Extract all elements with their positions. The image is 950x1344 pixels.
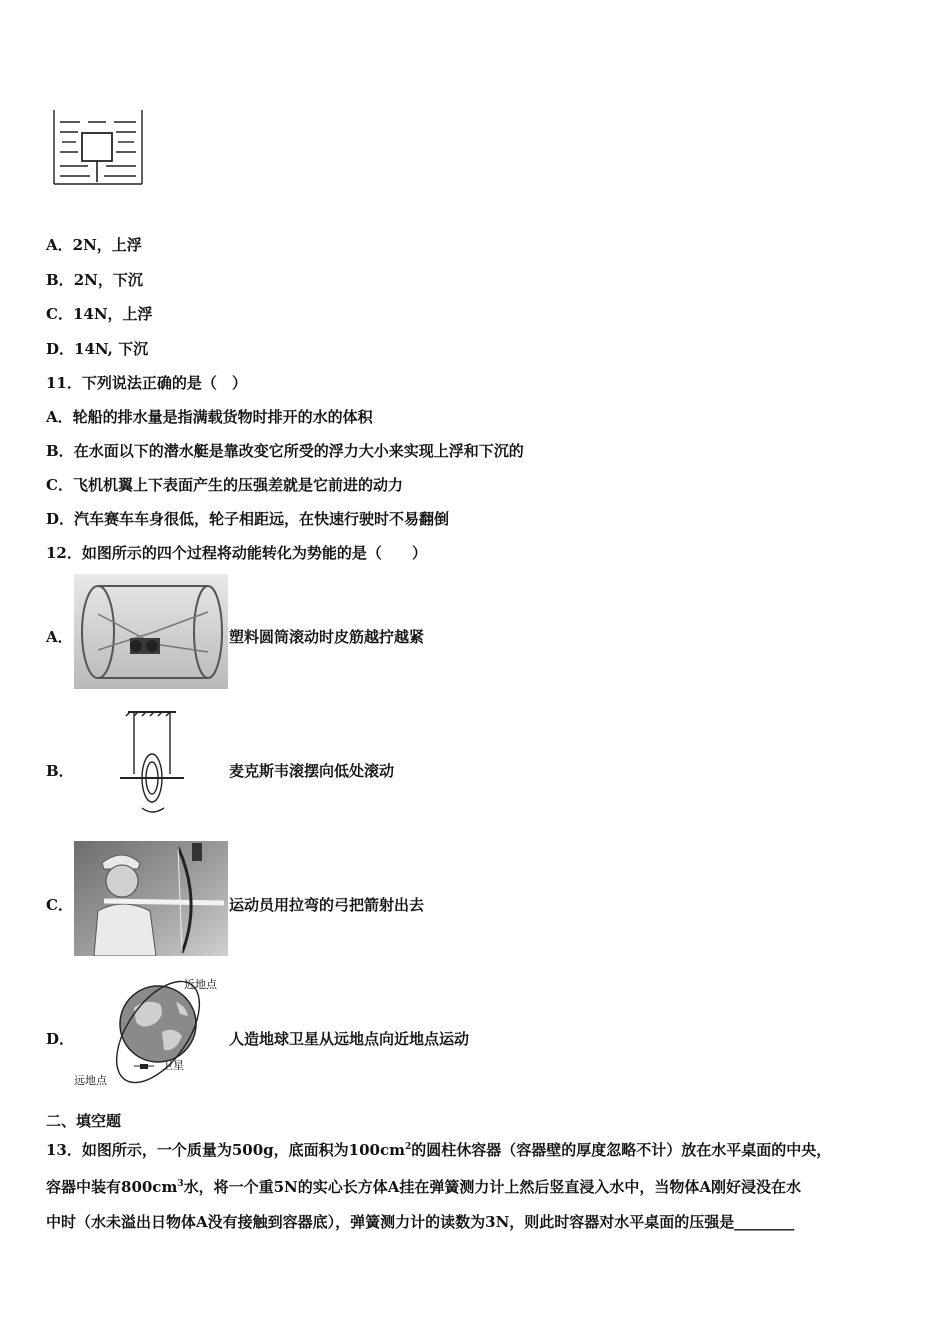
q11-option-c: C．飞机机翼上下表面产生的压强差就是它前进的动力	[46, 476, 403, 494]
q11-option-d: D．汽车赛车车身很低，轮子相距远，在快速行驶时不易翻倒	[46, 510, 450, 528]
q10-option-b: B．2N，下沉	[46, 271, 143, 289]
q12-option-a-label: A．	[46, 628, 73, 646]
q12-option-c-text: 运动员用拉弯的弓把箭射出去	[229, 896, 425, 914]
q12-option-b-text: 麦克斯韦滚摆向低处滚动	[229, 762, 395, 780]
q12-option-d-label: D．	[46, 1030, 75, 1048]
archer-image	[74, 841, 228, 956]
q13-line-3: 中时（水未溢出日物体A没有接触到容器底），弹簧测力计的读数为3N，则此时容器对水平桌面的压强是________	[46, 1213, 795, 1231]
q10-option-d: D．14N, 下沉	[46, 340, 149, 358]
apogee-label: 远地点	[74, 1074, 107, 1087]
q13-line-1: 13．如图所示，一个质量为500g，底面积为$100cm^2$的圆柱休容器（容器壁的厚度忽略不计）放在水平桌面的中央，	[46, 1141, 832, 1159]
satellite-label: 卫星	[162, 1059, 184, 1072]
q12-option-a-text: 塑料圆筒滚动时皮筋越拧越紧	[229, 628, 425, 646]
q11-option-a: A．轮船的排水量是指满载货物时排开的水的体积	[46, 408, 373, 426]
q12-option-d-text: 人造地球卫星从远地点向近地点运动	[229, 1030, 470, 1048]
q11-stem: 11．下列说法正确的是（ ）	[46, 374, 247, 392]
q13-line-2: 容器中装有$800cm^3$水，将一个重5N的实心长方体A挂在弹簧测力计上然后竖直浸入水中，当物体A刚好浸没在水	[46, 1178, 802, 1196]
q10-option-c: C．14N，上浮	[46, 305, 153, 323]
q12-option-b-label: B．	[46, 762, 74, 780]
section-title: 二、填空题	[46, 1112, 122, 1130]
q12-option-c-label: C．	[46, 896, 73, 914]
satellite-orbit-image	[70, 972, 230, 1092]
rolling-cylinder-image	[74, 574, 228, 689]
container-figure	[50, 108, 146, 188]
q12-stem: 12．如图所示的四个过程将动能转化为势能的是（ ）	[46, 544, 427, 562]
q11-option-b: B．在水面以下的潜水艇是靠改变它所受的浮力大小来实现上浮和下沉的	[46, 442, 524, 460]
q10-option-a: A．2N，上浮	[46, 236, 142, 254]
perigee-label-top: 近地点	[184, 978, 217, 991]
maxwell-pendulum-image	[112, 708, 192, 822]
